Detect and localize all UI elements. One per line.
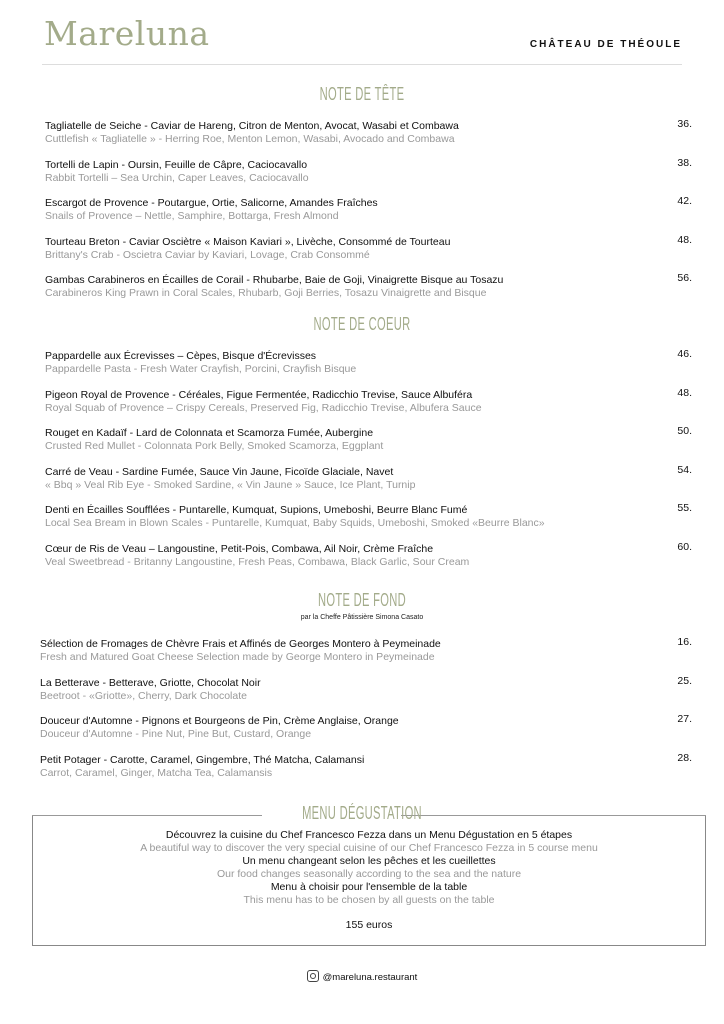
item-price: 38. <box>677 156 692 169</box>
header-divider <box>42 64 682 65</box>
menu-item <box>45 233 692 275</box>
item-name-fr: Gambas Carabineros en Écailles de Corail - Rhubarbe, Baie de Goji, Vinaigrette Bisque au Tosazu <box>45 274 504 286</box>
tasting-menu-box <box>32 815 706 946</box>
item-name-fr: Sélection de Fromages de Chèvre Frais et Affinés de Georges Montero à Peymeinade <box>40 638 441 650</box>
item-name-fr: Petit Potager - Carotte, Caramel, Gingembre, Thé Matcha, Calamansi <box>40 753 365 766</box>
menu-item <box>40 674 692 716</box>
tasting-line-fr: Découvrez la cuisine du Chef Francesco Fezza dans un Menu Dégustation en 5 étapes <box>165 829 573 841</box>
section-note-fond: par la Cheffe Pâtissière Simona Casato <box>300 614 424 621</box>
item-name-fr: Carré de Veau - Sardine Fumée, Sauce Vin Jaune, Ficoïde Glaciale, Navet <box>45 465 394 478</box>
item-name-fr: Denti en Écailles Soufflées - Puntarelle, Kumquat, Supions, Umeboshi, Beurre Blanc Fumé <box>45 504 468 516</box>
section-title-fond: NOTE DE FOND <box>317 590 407 610</box>
tasting-line-fr: Un menu changeant selon les pêches et les cueillettes <box>242 855 496 867</box>
item-name-fr: Pigeon Royal de Provence - Céréales, Figue Fermentée, Radicchio Trevise, Sauce Albuféra <box>45 388 473 401</box>
item-name-en: Veal Sweetbread - Britanny Langoustine, Fresh Peas, Combawa, Black Garlic, Sour Cream <box>45 555 470 568</box>
menu-item <box>40 638 692 677</box>
item-name-en: Royal Squab of Provence – Crispy Cereals, Preserved Fig, Radicchio Trevise, Albufera Sauce <box>45 401 482 414</box>
item-price: 25. <box>677 674 692 687</box>
item-name-en: Carrot, Caramel, Ginger, Matcha Tea, Calamansis <box>40 766 273 779</box>
item-price: 27. <box>677 713 692 725</box>
item-price: 16. <box>677 636 692 648</box>
tasting-title: MENU DÉGUSTATION <box>302 803 422 823</box>
section-title-coeur: NOTE DE COEUR <box>313 314 411 334</box>
menu-item <box>45 120 692 159</box>
tasting-line-en: A beautiful way to discover the very special cuisine of our Chef Francesco Fezza in 5 course menu <box>140 842 598 854</box>
item-price: 55. <box>677 502 692 514</box>
item-name-fr: Pappardelle aux Écrevisses – Cèpes, Bisque d'Écrevisses <box>45 350 317 362</box>
section-coeur <box>45 350 692 581</box>
item-name-en: Snails of Provence – Nettle, Samphire, Bottarga, Fresh Almond <box>45 210 339 222</box>
item-name-fr: La Betterave - Betterave, Griotte, Chocolat Noir <box>40 676 261 689</box>
tasting-line-en: Our food changes seasonally according to the sea and the nature <box>216 868 522 880</box>
item-name-en: Douceur d'Automne - Pine Nut, Pine But, Custard, Orange <box>40 728 312 740</box>
item-price: 46. <box>677 348 692 360</box>
item-name-en: Cuttlefish « Tagliatelle » - Herring Roe, Menton Lemon, Wasabi, Avocado and Combawa <box>45 133 455 145</box>
menu-item <box>40 751 692 793</box>
item-price: 60. <box>677 540 692 553</box>
brand-logo: Mareluna <box>44 14 210 53</box>
item-price: 48. <box>677 233 692 246</box>
item-name-fr: Tortelli de Lapin - Oursin, Feuille de Câpre, Caciocavallo <box>45 158 308 171</box>
item-name-fr: Cœur de Ris de Veau – Langoustine, Petit-Pois, Combawa, Ail Noir, Crème Fraîche <box>45 542 434 555</box>
section-tete <box>45 120 692 313</box>
item-name-fr: Escargot de Provence - Poutargue, Ortie, Salicorne, Amandes Fraîches <box>45 197 378 209</box>
tasting-lines <box>33 829 705 932</box>
menu-item <box>45 386 692 428</box>
instagram-icon <box>307 970 319 982</box>
item-name-en: Fresh and Matured Goat Cheese Selection made by George Montero in Peymeinade <box>40 651 435 663</box>
item-price: 48. <box>677 386 692 399</box>
menu-item <box>45 274 692 313</box>
menu-item <box>45 197 692 236</box>
item-name-en: Pappardelle Pasta - Fresh Water Crayfish, Porcini, Crayfish Bisque <box>45 363 357 375</box>
item-name-en: Rabbit Tortelli – Sea Urchin, Caper Leaves, Caciocavallo <box>45 171 309 184</box>
menu-item <box>45 504 692 543</box>
menu-item <box>45 427 692 466</box>
item-name-en: Local Sea Bream in Blown Scales - Puntarelle, Kumquat, Baby Squids, Umeboshi, Smoked «Beurre Blanc» <box>45 517 545 529</box>
item-name-fr: Tourteau Breton - Caviar Osciètre « Maison Kaviari », Livèche, Consommé de Tourteau <box>45 235 451 248</box>
item-name-fr: Tagliatelle de Seiche - Caviar de Hareng, Citron de Menton, Avocat, Wasabi et Combawa <box>45 120 459 132</box>
footer <box>0 970 724 983</box>
item-price: 36. <box>677 118 692 130</box>
tasting-price: 155 euros <box>345 919 393 931</box>
item-price: 42. <box>677 195 692 207</box>
menu-item <box>45 540 692 582</box>
menu-item <box>40 715 692 754</box>
section-title-tete: NOTE DE TÊTE <box>319 84 405 104</box>
item-price: 56. <box>677 272 692 284</box>
section-fond <box>40 638 692 792</box>
instagram-handle[interactable]: @mareluna.restaurant <box>322 972 418 983</box>
item-name-fr: Douceur d'Automne - Pignons et Bourgeons de Pin, Crème Anglaise, Orange <box>40 715 399 727</box>
venue-subtitle: CHÂTEAU DE THÉOULE <box>529 39 682 50</box>
item-name-fr: Rouget en Kadaïf - Lard de Colonnata et Scamorza Fumée, Aubergine <box>45 427 374 439</box>
menu-item <box>45 350 692 389</box>
tasting-line-fr: Menu à choisir pour l'ensemble de la table <box>270 881 468 893</box>
tasting-line-en: This menu has to be chosen by all guests on the table <box>243 894 495 906</box>
menu-item <box>45 463 692 505</box>
item-name-en: Carabineros King Prawn in Coral Scales, Rhubarb, Goji Berries, Tosazu Vinaigrette and Bisque <box>45 287 487 299</box>
item-price: 50. <box>677 425 692 437</box>
item-name-en: Brittany's Crab - Oscietra Caviar by Kaviari, Lovage, Crab Consommé <box>45 248 370 261</box>
item-name-en: Crusted Red Mullet - Colonnata Pork Belly, Smoked Scamorza, Eggplant <box>45 440 384 452</box>
item-price: 54. <box>677 463 692 476</box>
menu-item <box>45 156 692 198</box>
item-name-en: « Bbq » Veal Rib Eye - Smoked Sardine, « Vin Jaune » Sauce, Ice Plant, Turnip <box>45 478 416 491</box>
item-price: 28. <box>677 751 692 764</box>
item-name-en: Beetroot - «Griotte», Cherry, Dark Chocolate <box>40 689 247 702</box>
